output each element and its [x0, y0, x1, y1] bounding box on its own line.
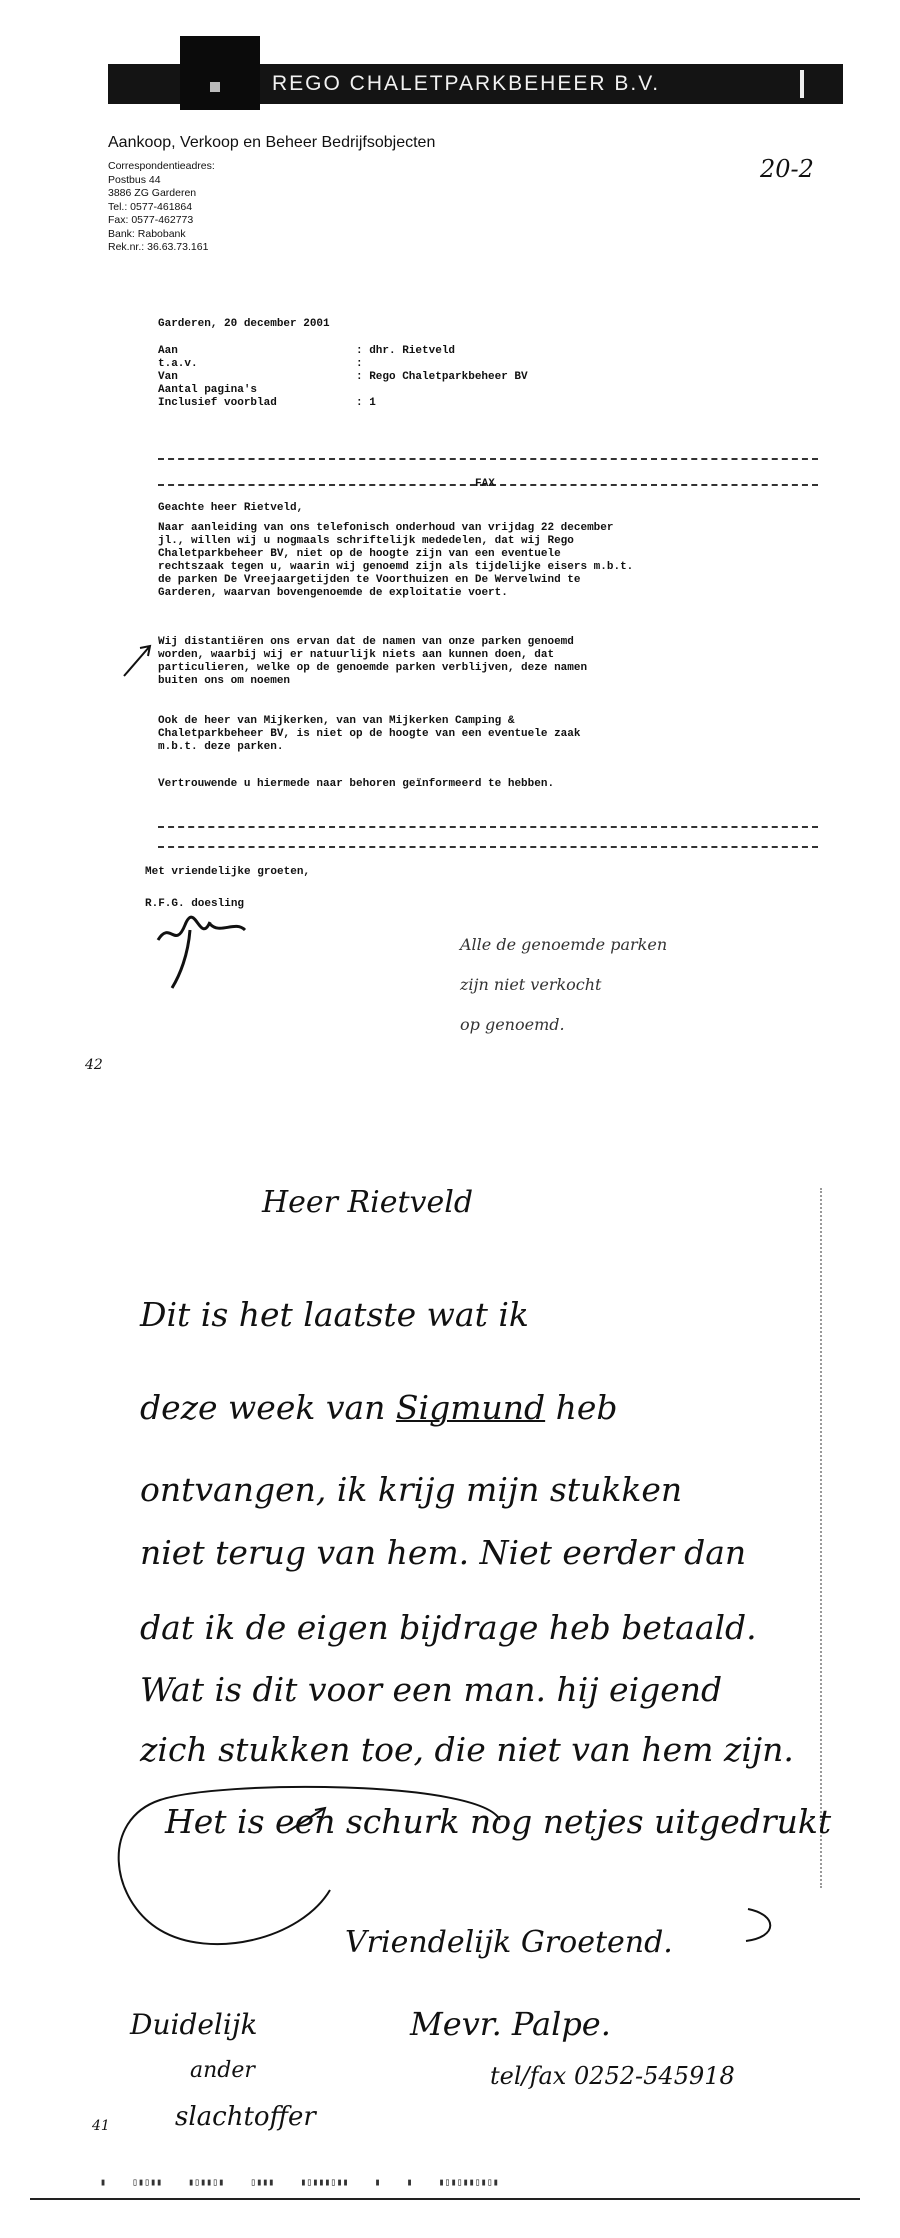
- header-value: : 1: [356, 397, 376, 409]
- bottom-note-line: slachtoffer: [175, 2102, 316, 2132]
- header-label: Aantal pagina's: [158, 384, 258, 396]
- margin-note-line: op genoemd.: [460, 1015, 565, 1034]
- fax-footer-rule: [30, 2198, 860, 2200]
- letter-paragraph: [158, 522, 818, 600]
- paragraph-line: Naar aanleiding van ons telefonisch onderhoud van vrijdag 22 december: [158, 522, 614, 534]
- dashed-divider: [158, 826, 818, 828]
- paragraph-line: m.b.t. deze parken.: [158, 741, 284, 753]
- handwritten-signature: [150, 910, 260, 990]
- fax-header-table: [158, 345, 658, 425]
- contact-line: Correspondentieadres:: [108, 160, 215, 172]
- fax-page-number: 20-2: [760, 155, 814, 183]
- line-text: Dit is het laatste wat ik: [140, 1295, 529, 1334]
- contact-line: 3886 ZG Garderen: [108, 187, 197, 199]
- contact-block: [108, 160, 215, 255]
- paragraph-line: Chaletparkbeheer BV, niet op de hoogte zijn van een eventuele: [158, 548, 561, 560]
- margin-arrow-icon: [118, 640, 158, 680]
- paragraph-line: particulieren, welke op de genoemde parken verblijven, deze namen: [158, 662, 588, 674]
- paragraph-line: jl., willen wij u nogmaals schriftelijk mededelen, dat wij Rego: [158, 535, 574, 547]
- margin-note-line: Alle de genoemde parken: [460, 935, 668, 954]
- letter-paragraph: [158, 778, 818, 791]
- signatory-name: R.F.G. doesling: [145, 898, 245, 910]
- letter-paragraph: [158, 715, 818, 754]
- circled-phrase: Het is een schurk: [165, 1802, 460, 1841]
- dashed-divider: [158, 458, 818, 460]
- paragraph-line: worden, waarbij wij er natuurlijk niets aan kunnen doen, dat: [158, 649, 555, 661]
- note-signature: Mevr. Palpe.: [410, 2005, 611, 2043]
- contact-line: Postbus 44: [108, 173, 161, 186]
- bracket-mark-icon: [738, 1905, 778, 1945]
- bottom-note-line: Duidelijk: [130, 2008, 258, 2041]
- note-heading: Heer Rietveld: [262, 1185, 474, 1220]
- line-text: niet terug van hem. Niet eerder dan: [140, 1533, 747, 1572]
- company-logo-icon: [180, 36, 260, 110]
- contact-line: Bank: Rabobank: [108, 227, 186, 240]
- header-value: : dhr. Rietveld: [356, 345, 456, 357]
- note-telephone: tel/fax 0252-545918: [490, 2062, 735, 2090]
- letter-paragraph: [158, 636, 818, 688]
- handwritten-line: [140, 1730, 794, 1769]
- bottom-note-line: ander: [190, 2058, 255, 2083]
- page-number: 42: [85, 1057, 103, 1073]
- letter-date: Garderen, 20 december 2001: [158, 318, 330, 330]
- line-text: heb: [545, 1388, 618, 1427]
- line-text: dat ik de eigen bijdrage heb betaald.: [140, 1608, 757, 1647]
- letter-closing: Met vriendelijke groeten,: [145, 866, 311, 878]
- scan-edge-marks: [820, 1188, 822, 1888]
- paragraph-line: Wij distantiëren ons ervan dat de namen van onze parken genoemd: [158, 636, 574, 648]
- header-value: :: [356, 358, 363, 370]
- paragraph-line: buiten ons om noemen: [158, 675, 291, 687]
- banner-divider: [800, 70, 804, 98]
- paragraph-line: Ook de heer van Mijkerken, van van Mijkerken Camping &: [158, 715, 515, 727]
- salutation: Geachte heer Rietveld,: [158, 502, 304, 514]
- header-value: : Rego Chaletparkbeheer BV: [356, 371, 528, 383]
- fax-label: FAX: [475, 478, 495, 490]
- paragraph-line: de parken De Vreejaargetijden te Voorthuizen en De Wervelwind te: [158, 574, 581, 586]
- header-label: Van: [158, 371, 178, 383]
- handwritten-line: [140, 1470, 682, 1509]
- line-text: deze week van: [140, 1388, 396, 1427]
- contact-line: Fax: 0577-462773: [108, 214, 194, 226]
- fax-transmission-strip: ▮ ▯▮▯▮▮ ▮▯▮▮▯▮ ▯▮▮▮ ▮▯▮▮▮▯▮▮ ▮ ▮ ▮▯▮▯▮▮▯▮▯▮: [100, 2176, 499, 2187]
- dashed-divider: [158, 846, 818, 848]
- margin-note: [460, 925, 667, 1045]
- paragraph-line: rechtszaak tegen u, waarin wij genoemd zijn als tijdelijke eisers m.b.t.: [158, 561, 634, 573]
- handwritten-line: [140, 1388, 618, 1427]
- line-text: nog netjes uitgedrukt: [459, 1802, 832, 1841]
- note-closing: Vriendelijk Groetend.: [345, 1925, 673, 1960]
- underlined-name: Sigmund: [395, 1388, 546, 1427]
- line-text: Wat is dit voor een man. hij eigend: [140, 1670, 723, 1709]
- contact-line: Tel.: 0577-461864: [108, 200, 193, 213]
- handwritten-line: [140, 1295, 529, 1334]
- margin-note-line: zijn niet verkocht: [460, 975, 602, 994]
- page-number: 41: [92, 2118, 110, 2134]
- paragraph-line: Vertrouwende u hiermede naar behoren geïnformeerd te hebben.: [158, 778, 555, 790]
- line-text: zich stukken toe, die niet van hem zijn.: [140, 1730, 794, 1769]
- company-name: REGO CHALETPARKBEHEER B.V.: [272, 72, 661, 95]
- handwritten-line: [140, 1670, 722, 1709]
- paragraph-line: Chaletparkbeheer BV, is niet op de hoogte van een eventuele zaak: [158, 728, 581, 740]
- header-label: Aan: [158, 345, 178, 357]
- company-tagline: Aankoop, Verkoop en Beheer Bedrijfsobjecten: [108, 134, 436, 151]
- line-text: ontvangen, ik krijg mijn stukken: [140, 1470, 683, 1509]
- header-label: Inclusief voorblad: [158, 397, 277, 409]
- handwritten-line: [140, 1533, 746, 1572]
- contact-line: Rek.nr.: 36.63.73.161: [108, 241, 209, 253]
- handwritten-line: [140, 1608, 757, 1647]
- paragraph-line: Garderen, waarvan bovengenoemde de exploitatie voert.: [158, 587, 508, 599]
- header-label: t.a.v.: [158, 358, 198, 370]
